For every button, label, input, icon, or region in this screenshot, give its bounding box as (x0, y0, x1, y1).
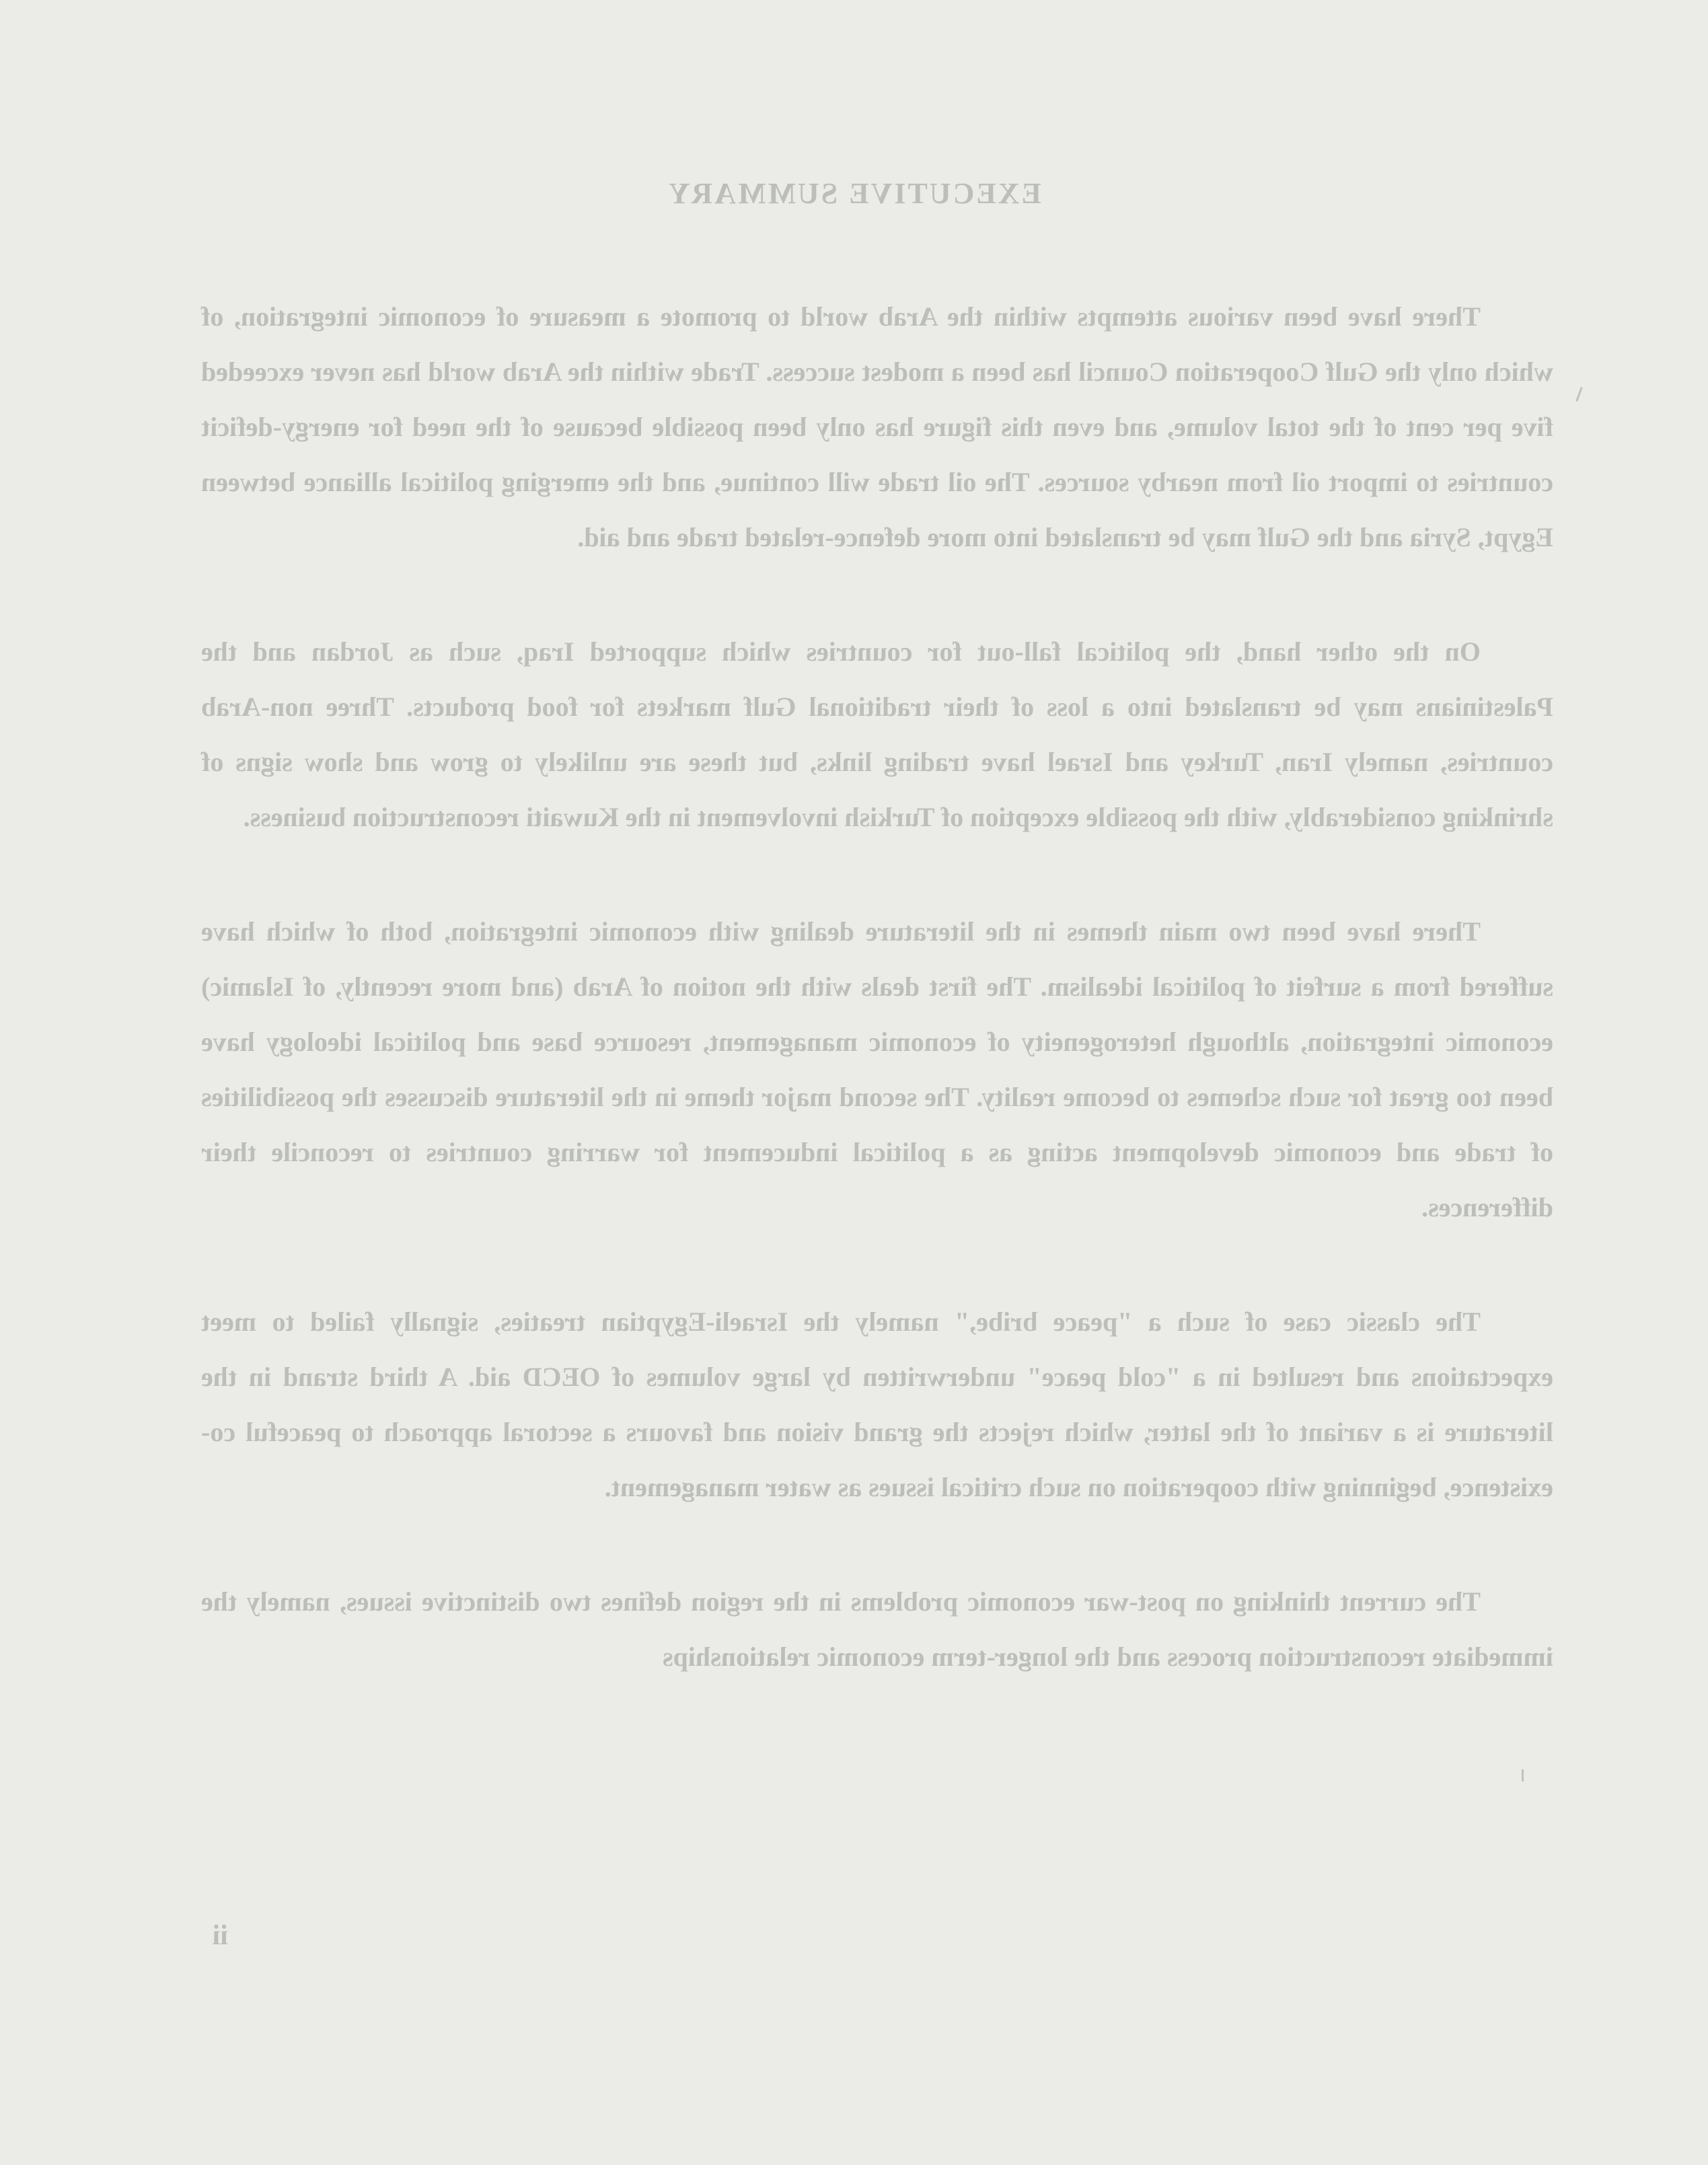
paragraph-5: The current thinking on post-war economic problems in the region defines two distinctive issues, namely the immediate reconstruction process and the longer-term economic relationships (201, 1586, 1553, 1672)
page-body (201, 289, 1553, 1744)
paragraph-1: There have been various attempts within the Arab world to promote a measure of economic integration, of which only the Gulf Cooperation Council has been a modest success. Trade within the Arab world has never exceeded five per cent of the total volume, and even this figure has only been possible because of the need for energy-deficit countries to import oil from nearby sources. The oil trade will continue, and the emerging political alliance between Egypt, Syria and the Gulf may be translated into more defence-related trade and aid. (201, 301, 1553, 552)
paragraph-4: The classic case of such a "peace bribe," namely the Israeli-Egyptian treaties, signally failed to meet expectations and resulted in a "cold peace" underwritten by large volumes of OECD aid. A third strand in the literature is a variant of the latter, which rejects the grand vision and favours a sectoral approach to peaceful co-existence, beginning with cooperation on such critical issues as water management. (201, 1307, 1553, 1502)
page-number: ii (212, 1920, 228, 1951)
paragraph-3: There have been two main themes in the literature dealing with economic integration, both of which have suffered from a surfeit of political idealism. The first deals with the notion of Arab (and more recently, of Islamic) economic integration, although heterogeneity of economic management, resource base and political ideology have been too great for such schemes to become reality. The second major theme in the literature discusses the possibilities of trade and economic development acting as a political inducement for warring countries to reconcile their differences. (201, 916, 1553, 1222)
paragraph-2: On the other hand, the political fall-out for countries which supported Iraq, such as Jordan and the Palestinians may be translated into a loss of their traditional Gulf markets for food products. Three non-Arab countries, namely Iran, Turkey and Israel have trading links, but these are unlikely to grow and show signs of shrinking considerably, with the possible exception of Turkish involvement in the Kuwaiti reconstruction business. (201, 636, 1553, 832)
page-heading: EXECUTIVE SUMMARY (667, 177, 1041, 210)
stray-mark (1522, 1769, 1524, 1782)
